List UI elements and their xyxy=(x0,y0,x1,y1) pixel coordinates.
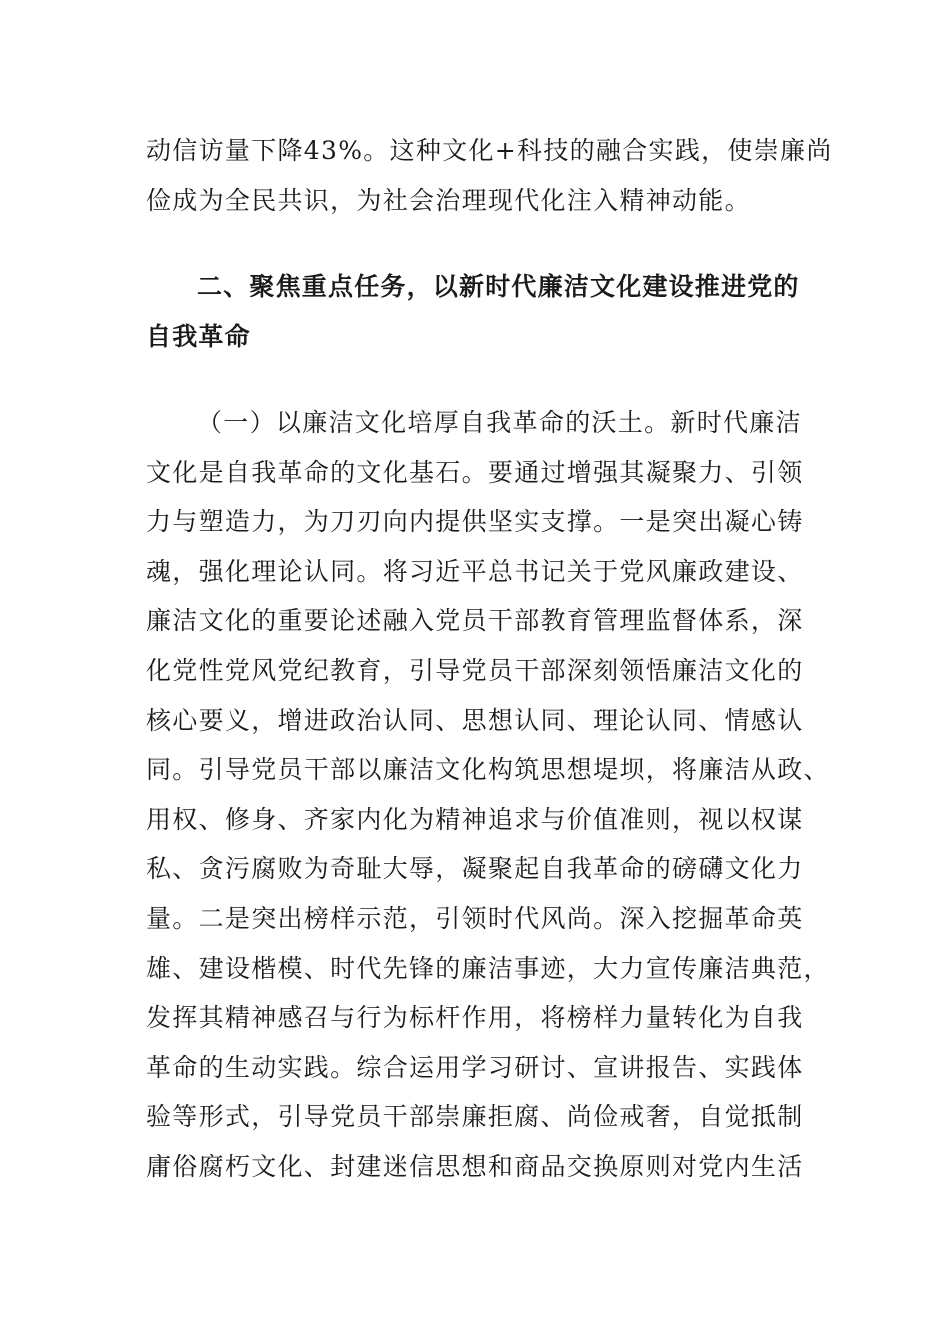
body-line: 雄、建设楷模、时代先锋的廉洁事迹，大力宣传廉洁典范， xyxy=(146,954,830,983)
section-heading-line: 自我革命 xyxy=(146,322,251,351)
body-line: 私、贪污腐败为奇耻大辱，凝聚起自我革命的磅礴文化力 xyxy=(146,854,804,883)
body-line: 廉洁文化的重要论述融入党员干部教育管理监督体系，深 xyxy=(146,606,804,635)
body-line: 化党性党风党纪教育，引导党员干部深刻领悟廉洁文化的 xyxy=(146,656,804,685)
body-line: 庸俗腐朽文化、封建迷信思想和商品交换原则对党内生活 xyxy=(146,1152,804,1181)
body-line: 力与塑造力，为刀刃向内提供坚实支撑。一是突出凝心铸 xyxy=(146,507,804,536)
intro-line: 俭成为全民共识，为社会治理现代化注入精神动能。 xyxy=(146,186,751,215)
body-line: 发挥其精神感召与行为标杆作用，将榜样力量转化为自我 xyxy=(146,1003,804,1032)
intro-line: 动信访量下降43%。这种文化+科技的融合实践，使崇廉尚 xyxy=(146,136,833,165)
body-line: 同。引导党员干部以廉洁文化构筑思想堤坝，将廉洁从政、 xyxy=(146,755,830,784)
body-line: （一）以廉洁文化培厚自我革命的沃土。新时代廉洁 xyxy=(197,408,802,437)
body-line: 量。二是突出榜样示范，引领时代风尚。深入挖掘革命英 xyxy=(146,904,804,933)
body-line: 文化是自我革命的文化基石。要通过增强其凝聚力、引领 xyxy=(146,458,804,487)
body-line: 革命的生动实践。综合运用学习研讨、宣讲报告、实践体 xyxy=(146,1053,804,1082)
body-line: 验等形式，引导党员干部崇廉拒腐、尚俭戒奢，自觉抵制 xyxy=(146,1102,804,1131)
body-line: 核心要义，增进政治认同、思想认同、理论认同、情感认 xyxy=(146,706,804,735)
body-line: 用权、修身、齐家内化为精神追求与价值准则，视以权谋 xyxy=(146,805,804,834)
body-line: 魂，强化理论认同。将习近平总书记关于党风廉政建设、 xyxy=(146,557,804,586)
section-heading-line: 二、聚焦重点任务，以新时代廉洁文化建设推进党的 xyxy=(197,272,800,301)
